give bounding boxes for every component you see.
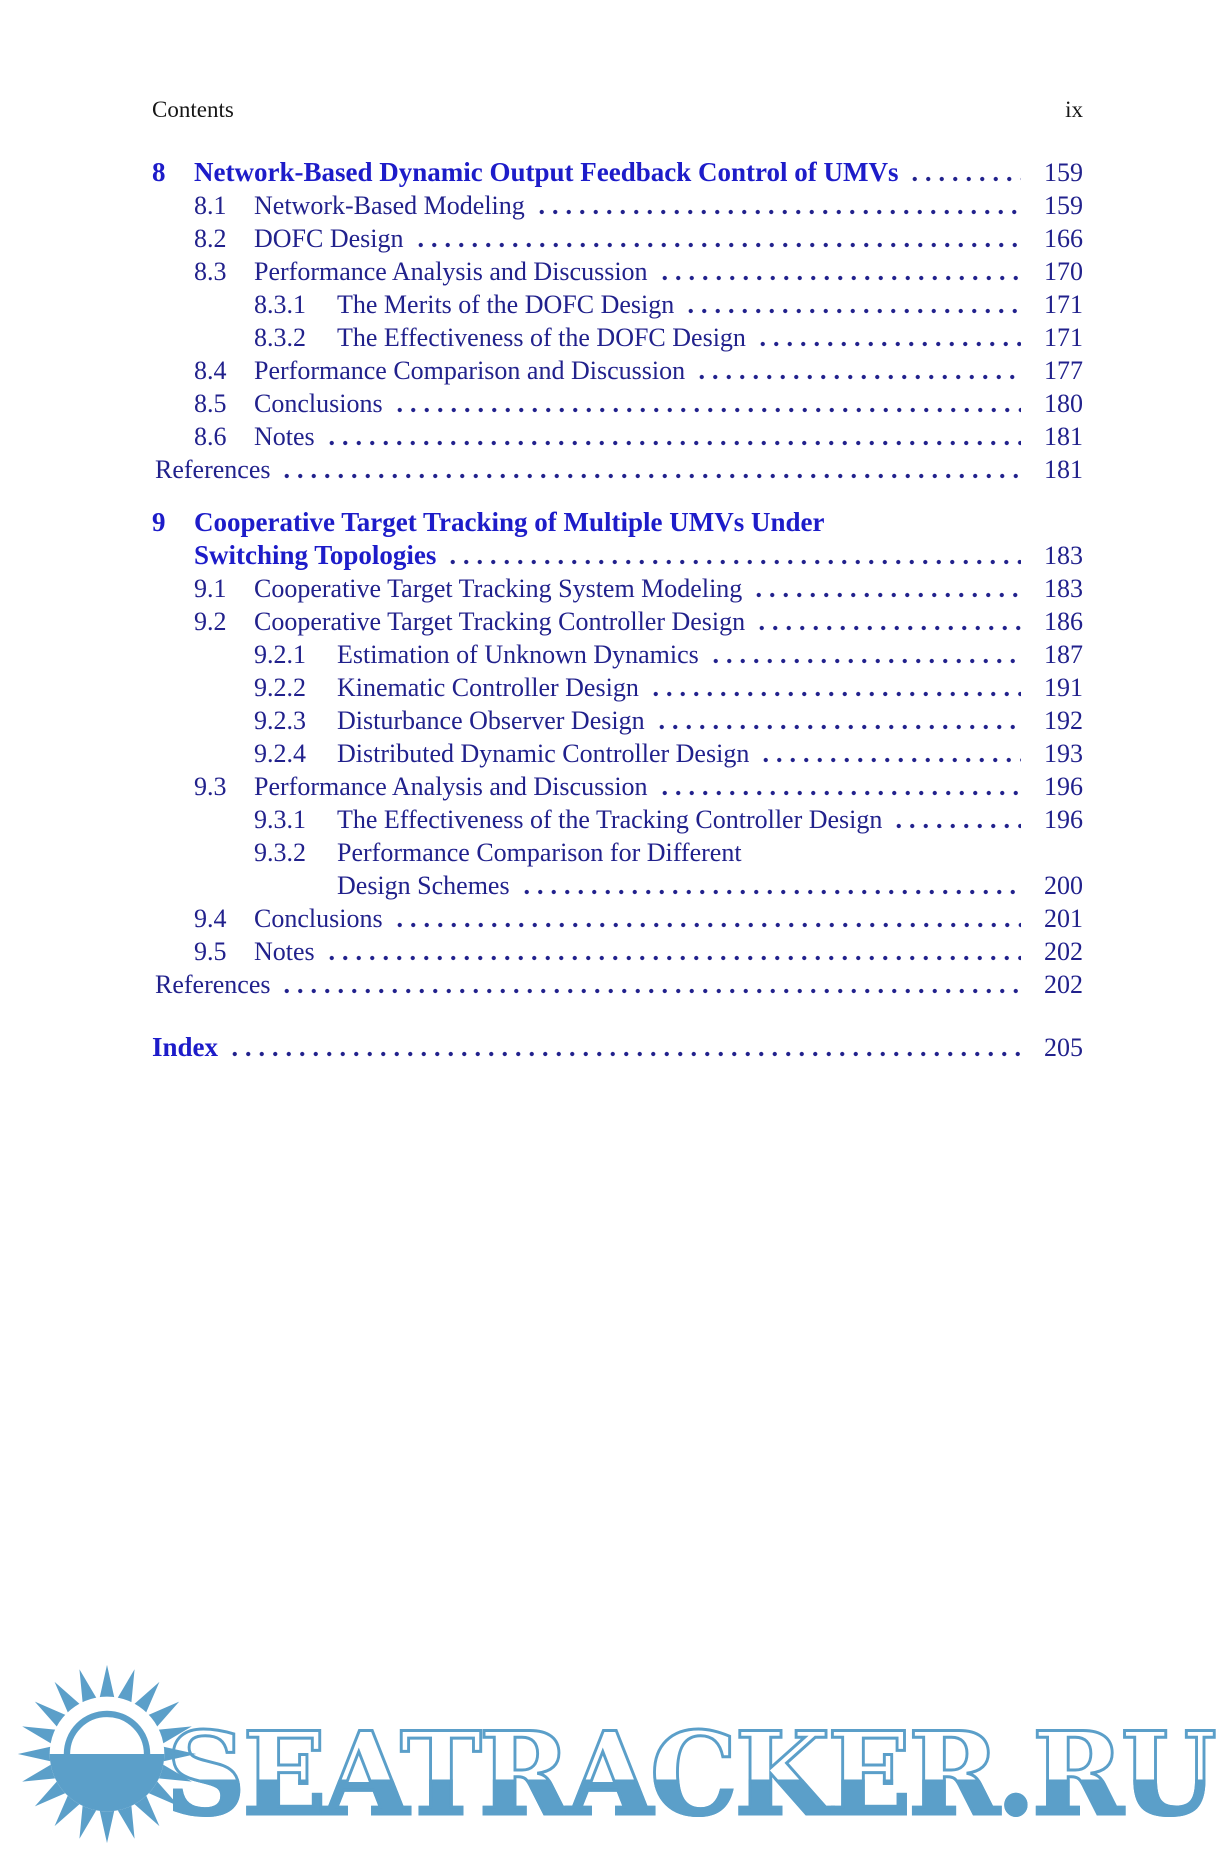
entry-number: 9.3.1 bbox=[254, 805, 306, 834]
running-header-title: Contents bbox=[152, 97, 234, 122]
page-number: 202 bbox=[1044, 970, 1083, 999]
seatracker-watermark bbox=[0, 1665, 1221, 1851]
page-number: 196 bbox=[1044, 805, 1083, 834]
toc-row-chapter-continuation bbox=[152, 539, 1083, 572]
page-number: 171 bbox=[1044, 323, 1083, 352]
toc-row-chapter bbox=[152, 156, 1083, 189]
sun-logo-icon bbox=[16, 1663, 198, 1845]
entry-title: Cooperative Target Tracking System Modeling bbox=[254, 574, 743, 603]
page-number: 177 bbox=[1044, 356, 1083, 385]
entry-number: 9.1 bbox=[194, 574, 227, 603]
page-number: 180 bbox=[1044, 389, 1083, 418]
page-number: 196 bbox=[1044, 772, 1083, 801]
page-number: 170 bbox=[1044, 257, 1083, 286]
entry-number: 8.3 bbox=[194, 257, 227, 286]
entry-number: 9.4 bbox=[194, 904, 227, 933]
dot-leader bbox=[325, 420, 1021, 453]
entry-title: Network-Based Modeling bbox=[254, 191, 525, 220]
page-number: 181 bbox=[1044, 422, 1083, 451]
toc-row-entry-continuation bbox=[152, 869, 1083, 902]
toc-row-subsection bbox=[152, 321, 1083, 354]
toc-row-section bbox=[152, 420, 1083, 453]
chapter-title: Network-Based Dynamic Output Feedback Control of UMVs bbox=[194, 157, 899, 187]
entry-number: 9.2.3 bbox=[254, 706, 306, 735]
backmatter-title: Index bbox=[152, 1032, 219, 1062]
toc-row-backmatter bbox=[152, 1031, 1083, 1064]
toc-row-subsection bbox=[152, 737, 1083, 770]
toc-row-subsection bbox=[152, 836, 1083, 869]
entry-title: The Effectiveness of the DOFC Design bbox=[337, 323, 746, 352]
watermark-text: SEATRACKER.RU bbox=[166, 1707, 1214, 1841]
page-number: 191 bbox=[1044, 673, 1083, 702]
chapter-title-continuation: Switching Topologies bbox=[194, 540, 437, 570]
entry-number: 9.3 bbox=[194, 772, 227, 801]
toc-row-subsection bbox=[152, 704, 1083, 737]
dot-leader bbox=[393, 902, 1021, 935]
page-number: 205 bbox=[1044, 1033, 1083, 1062]
entry-title: Disturbance Observer Design bbox=[337, 706, 645, 735]
page-number: 181 bbox=[1044, 455, 1083, 484]
entry-title: Performance Analysis and Discussion bbox=[254, 257, 648, 286]
dot-leader bbox=[752, 572, 1021, 605]
entry-number: 9.5 bbox=[194, 937, 227, 966]
toc-row-section bbox=[152, 354, 1083, 387]
entry-title: Performance Comparison for Different bbox=[337, 838, 742, 867]
page-number: 193 bbox=[1044, 739, 1083, 768]
dot-leader bbox=[520, 869, 1021, 902]
entry-title: References bbox=[155, 970, 271, 999]
entry-title: References bbox=[155, 455, 271, 484]
toc-row-section bbox=[152, 255, 1083, 288]
toc-chapter bbox=[152, 156, 1083, 486]
entry-number: 9.3.2 bbox=[254, 838, 306, 867]
entry-title: The Effectiveness of the Tracking Controller Design bbox=[337, 805, 883, 834]
toc-row-section bbox=[152, 387, 1083, 420]
dot-leader bbox=[649, 671, 1021, 704]
entry-number: 8.3.2 bbox=[254, 323, 306, 352]
dot-leader bbox=[755, 605, 1021, 638]
entry-number: 8.5 bbox=[194, 389, 227, 418]
entry-number: 8.1 bbox=[194, 191, 227, 220]
toc-row-subsection bbox=[152, 638, 1083, 671]
page-number: 166 bbox=[1044, 224, 1083, 253]
toc-row-references bbox=[152, 968, 1083, 1001]
entry-title: Distributed Dynamic Controller Design bbox=[337, 739, 750, 768]
entry-number: 8.3.1 bbox=[254, 290, 306, 319]
page-number: 159 bbox=[1044, 191, 1083, 220]
chapter-title: Cooperative Target Tracking of Multiple UMVs Under bbox=[194, 507, 825, 537]
page-number: 171 bbox=[1044, 290, 1083, 319]
dot-leader bbox=[759, 737, 1021, 770]
entry-title: DOFC Design bbox=[254, 224, 404, 253]
dot-leader bbox=[684, 288, 1021, 321]
dot-leader bbox=[892, 803, 1021, 836]
toc-chapter bbox=[152, 506, 1083, 1001]
page-number: 187 bbox=[1044, 640, 1083, 669]
page-number: 192 bbox=[1044, 706, 1083, 735]
entry-title: Conclusions bbox=[254, 389, 383, 418]
toc-row-section bbox=[152, 605, 1083, 638]
entry-number: 9.2 bbox=[194, 607, 227, 636]
entry-number: 9.2.1 bbox=[254, 640, 306, 669]
entry-title: Notes bbox=[254, 937, 315, 966]
toc-row-section bbox=[152, 902, 1083, 935]
dot-leader bbox=[280, 453, 1021, 486]
page-number: 183 bbox=[1044, 574, 1083, 603]
running-header bbox=[152, 97, 1083, 123]
dot-leader bbox=[908, 156, 1021, 189]
dot-leader bbox=[228, 1031, 1021, 1064]
page-number: 202 bbox=[1044, 937, 1083, 966]
entry-title: Performance Comparison and Discussion bbox=[254, 356, 686, 385]
entry-number: 9.2.2 bbox=[254, 673, 306, 702]
dot-leader bbox=[756, 321, 1021, 354]
entry-title: Performance Analysis and Discussion bbox=[254, 772, 648, 801]
entry-title: Kinematic Controller Design bbox=[337, 673, 639, 702]
entry-number: 8.2 bbox=[194, 224, 227, 253]
toc-row-subsection bbox=[152, 288, 1083, 321]
toc-row-chapter bbox=[152, 506, 1083, 539]
entry-title: Estimation of Unknown Dynamics bbox=[337, 640, 699, 669]
entry-title: Conclusions bbox=[254, 904, 383, 933]
chapter-number: 8 bbox=[152, 157, 166, 187]
page-number: 183 bbox=[1044, 541, 1083, 570]
dot-leader bbox=[695, 354, 1021, 387]
running-header-folio: ix bbox=[1065, 97, 1083, 122]
toc-row-section bbox=[152, 189, 1083, 222]
toc-row-section bbox=[152, 770, 1083, 803]
dot-leader bbox=[414, 222, 1021, 255]
toc-row-subsection bbox=[152, 803, 1083, 836]
entry-number: 9.2.4 bbox=[254, 739, 306, 768]
entry-title-continuation: Design Schemes bbox=[337, 871, 510, 900]
dot-leader bbox=[325, 935, 1021, 968]
dot-leader bbox=[446, 539, 1021, 572]
toc-row-section bbox=[152, 935, 1083, 968]
dot-leader bbox=[658, 770, 1021, 803]
dot-leader bbox=[655, 704, 1021, 737]
page-number: 186 bbox=[1044, 607, 1083, 636]
toc-row-subsection bbox=[152, 671, 1083, 704]
entry-number: 8.4 bbox=[194, 356, 227, 385]
page-number: 200 bbox=[1044, 871, 1083, 900]
page-number: 201 bbox=[1044, 904, 1083, 933]
toc-row-references bbox=[152, 453, 1083, 486]
page-number: 159 bbox=[1044, 158, 1083, 187]
dot-leader bbox=[535, 189, 1021, 222]
entry-title: The Merits of the DOFC Design bbox=[337, 290, 675, 319]
entry-title: Cooperative Target Tracking Controller Design bbox=[254, 607, 746, 636]
dot-leader bbox=[709, 638, 1021, 671]
dot-leader bbox=[658, 255, 1021, 288]
entry-title: Notes bbox=[254, 422, 315, 451]
toc-row-section bbox=[152, 222, 1083, 255]
entry-number: 8.6 bbox=[194, 422, 227, 451]
toc-row-section bbox=[152, 572, 1083, 605]
toc bbox=[152, 156, 1083, 1064]
dot-leader bbox=[393, 387, 1021, 420]
dot-leader bbox=[280, 968, 1021, 1001]
chapter-number: 9 bbox=[152, 507, 166, 537]
